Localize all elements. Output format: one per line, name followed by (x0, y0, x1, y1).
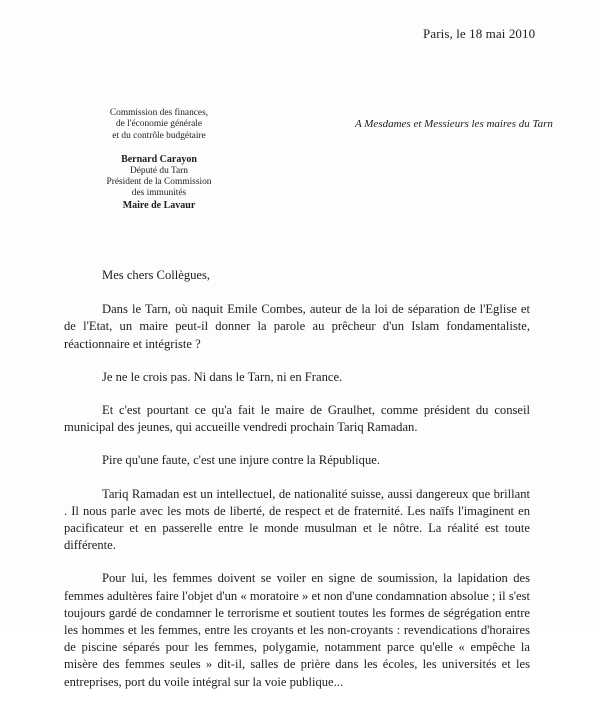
sender-role: Président de la Commission (106, 177, 212, 188)
body-paragraph: Tariq Ramadan est un intellectuel, de nationalité suisse, aussi dangereux que brillant . Il nous parle avec les mots de liberté, de respect et de fraternité. Les naïfs l'imaginent en pacificateur et en passerelle entre le monde musulman et le nôtre. La réalité est toute différente. (64, 486, 530, 553)
salutation: Mes chers Collègues, (102, 268, 211, 282)
body-paragraph: Pire qu'une faute, c'est une injure contre la République. (102, 453, 381, 468)
sender-commission-line: de l'économie générale (115, 119, 203, 130)
body-paragraph: Dans le Tarn, où naquit Emile Combes, auteur de la loi de séparation de l'Eglise et de l'Etat, un maire peut-il donner la parole au prêcheur d'un Islam fondamentaliste, réactionnaire et intégriste ? (64, 302, 530, 351)
sender-role: Député du Tarn (129, 165, 188, 176)
sender-role: des immunités (131, 188, 187, 199)
sender-block (94, 108, 224, 211)
letter-body (64, 267, 530, 707)
recipient-line: A Mesdames et Messieurs les maires du Tarn (355, 118, 553, 130)
body-paragraph: Je ne le crois pas. Ni dans le Tarn, ni en France. (102, 369, 343, 384)
sender-spacer (94, 142, 224, 154)
body-paragraph: Et c'est pourtant ce qu'a fait le maire de Graulhet, comme président du conseil municipal des jeunes, qui accueille vendredi prochain Tariq Ramadan. (64, 403, 530, 435)
body-paragraph: Pour lui, les femmes doivent se voiler en signe de soumission, la lapidation des femmes adultères faire l'objet d'un « moratoire » et non d'une condamnation absolue ; il s'est toujours gardé de condamner le terrorisme et soutient toutes les formes de ségrégation entre les hommes et les femmes, entre les croyants et les non-croyants : revendications d'horaires de piscine séparés pour les femmes, polygamie, notamment parce qu'elle « empêche la misère des femmes seules » dit-il, salles de prière dans les écoles, les universités et les entreprises, port du voile intégral sur la voie publique... (64, 571, 530, 689)
sender-commission-line: et du contrôle budgétaire (112, 130, 206, 141)
sender-mayor-title: Maire de Lavaur (122, 199, 196, 211)
sender-name: Bernard Carayon (121, 154, 197, 166)
sender-commission-line: Commission des finances, (109, 108, 209, 118)
letter-date: Paris, le 18 mai 2010 (423, 26, 536, 41)
